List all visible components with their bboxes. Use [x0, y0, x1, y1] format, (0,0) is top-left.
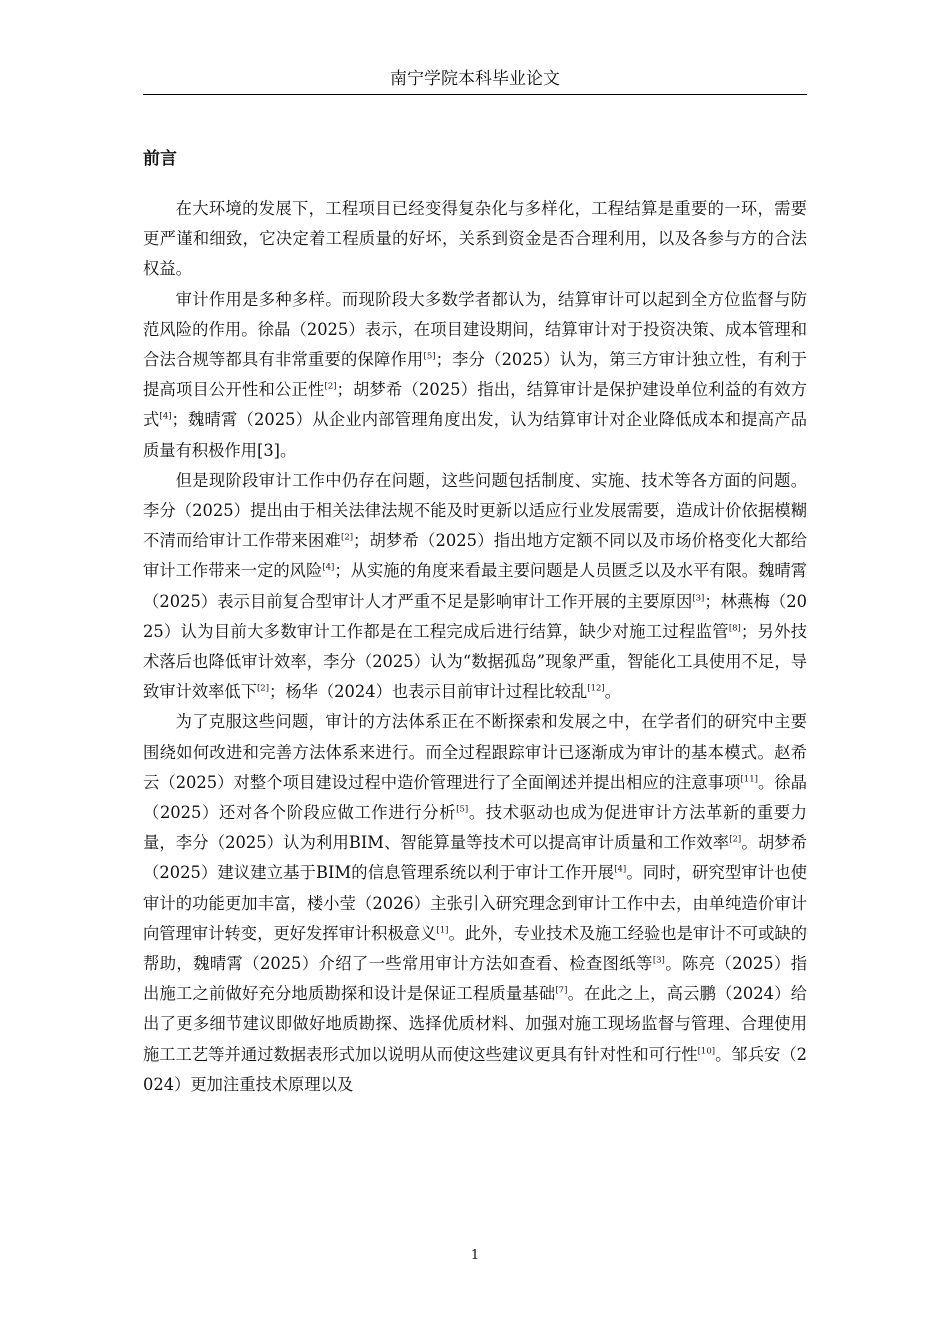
citation-marker: [4] [614, 865, 627, 876]
paragraph-text: 但是现阶段审计工作中仍存在问题，这些问题包括制度、实施、技术等各方面的问题。李分（2025）提出由于相关法律法规不能及时更新以适应行业发展需要，造成计价依据模糊不清而给审计工作带来困难 [143, 470, 807, 551]
body-text [143, 194, 807, 1100]
paragraph-text: 。邹兵安（2024）更加注重技术原理以及 [143, 1044, 807, 1094]
paragraph-text: ；李分（2025）认为，第三方审计独立性，有利于提高项目公开性和公正性 [143, 350, 807, 400]
section-title: 前言 [143, 149, 177, 169]
citation-marker: [5] [456, 804, 469, 815]
paragraph [143, 466, 807, 708]
paragraph-text: 。同时，研究型审计也使审计的功能更加丰富，楼小莹（2026）主张引入研究理念到审计工作中去，由单纯造价审计向管理审计转变，更好发挥审计积极意义 [143, 863, 807, 943]
paragraph-text: 在大环境的发展下，工程项目已经变得复杂化与多样化，工程结算是重要的一环，需要更严谨和细致，它决定着工程质量的好坏，关系到资金是否合理利用，以及各参与方的合法权益。 [143, 199, 807, 279]
paragraph-text: 。在此之上，高云鹏（2024）给出了更多细节建议即做好地质勘探、选择优质材料、加强对施工现场监督与管理、合理使用施工工艺等并通过数据表形式加以说明从而使这些建议更具有针对性和可行性 [143, 984, 807, 1064]
citation-marker: [11] [740, 774, 758, 785]
citation-marker: [2] [324, 381, 337, 392]
paragraph-text: ；魏晴霄（2025）从企业内部管理角度出发，认为结算审计对企业降低成本和提高产品质量有积极作用[3]。 [143, 410, 807, 460]
citation-marker: [1] [436, 925, 449, 936]
paragraph [143, 285, 807, 466]
citation-marker: [7] [555, 985, 568, 996]
page-header [143, 68, 807, 95]
paragraph-text: 。胡梦希（2025）建议建立基于BIM的信息管理系统以利于审计工作开展 [143, 833, 807, 883]
paragraph-text: 。技术驱动也成为促进审计方法革新的重要力量，李分（2025）认为利用BIM、智能算量等技术可以提高审计质量和工作效率 [143, 803, 807, 853]
citation-marker: [4] [159, 412, 172, 422]
paragraph-text: 。徐晶（2025）还对各个阶段应做工作进行分析 [143, 772, 807, 823]
citation-marker: [8] [728, 623, 741, 634]
citation-marker: [2] [256, 683, 270, 694]
paragraph-text: 。 [604, 682, 621, 702]
paragraph-text: 审计作用是多种多样。而现阶段大多数学者都认为，结算审计可以起到全方位监督与防范风险的作用。徐晶（2025）表示，在项目建设期间，结算审计对于投资决策、成本管理和合法合规等都具有非常重要的保障作用 [143, 289, 807, 370]
paragraph-text: 。此外，专业技术及施工经验也是审计不可或缺的帮助，魏晴霄（2025）介绍了一些常用审计方法如查看、检查图纸等 [143, 923, 807, 974]
paragraph [143, 194, 807, 285]
citation-marker: [3] [652, 955, 665, 966]
citation-marker: [5] [423, 351, 436, 362]
citation-marker: [12] [587, 683, 605, 694]
header-title: 南宁学院本科毕业论文 [390, 69, 560, 89]
paragraph-text: 为了克服这些问题，审计的方法体系正在不断探索和发展之中，在学者们的研究中主要围绕如何改进和完善方法体系来进行。而全过程跟踪审计已逐渐成为审计的基本模式。赵希云（2025）对整个项目建设过程中造价管理进行了全面阐述并提出相应的注意事项 [143, 712, 807, 792]
paragraph-text: ；从实施的角度来看最主要问题是人员匮乏以及水平有限。魏晴霄（2025）表示目前复合型审计人才严重不足是影响审计工作开展的主要原因 [143, 561, 807, 611]
citation-marker: [2] [341, 532, 354, 543]
paragraph-text: ；另外技术落后也降低审计效率，李分（2025）认为“数据孤岛”现象严重，智能化工具使用不足，导致审计效率低下 [143, 621, 807, 702]
paragraph [143, 707, 807, 1100]
citation-marker: [3] [692, 593, 705, 604]
paragraph-text: ；林燕梅（2025）认为目前大多数审计工作都是在工程完成后进行结算，缺少对施工过程监管 [143, 591, 807, 641]
paragraph-text: 。陈亮（2025）指出施工之前做好充分地质勘探和设计是保证工程质量基础 [143, 954, 807, 1004]
citation-marker: [10] [697, 1046, 716, 1057]
citation-marker: [2] [729, 834, 742, 845]
citation-marker: [4] [322, 563, 335, 574]
page-number: 1 [470, 1248, 480, 1263]
paragraph-text: ；杨华（2024）也表示目前审计过程比较乱 [269, 682, 588, 702]
paragraph-text: ；胡梦希（2025）指出，结算审计是保护建设单位利益的有效方式 [143, 380, 807, 430]
paragraph-text: ；胡梦希（2025）指出地方定额不同以及市场价格变化大都给审计工作带来一定的风险 [143, 531, 807, 581]
